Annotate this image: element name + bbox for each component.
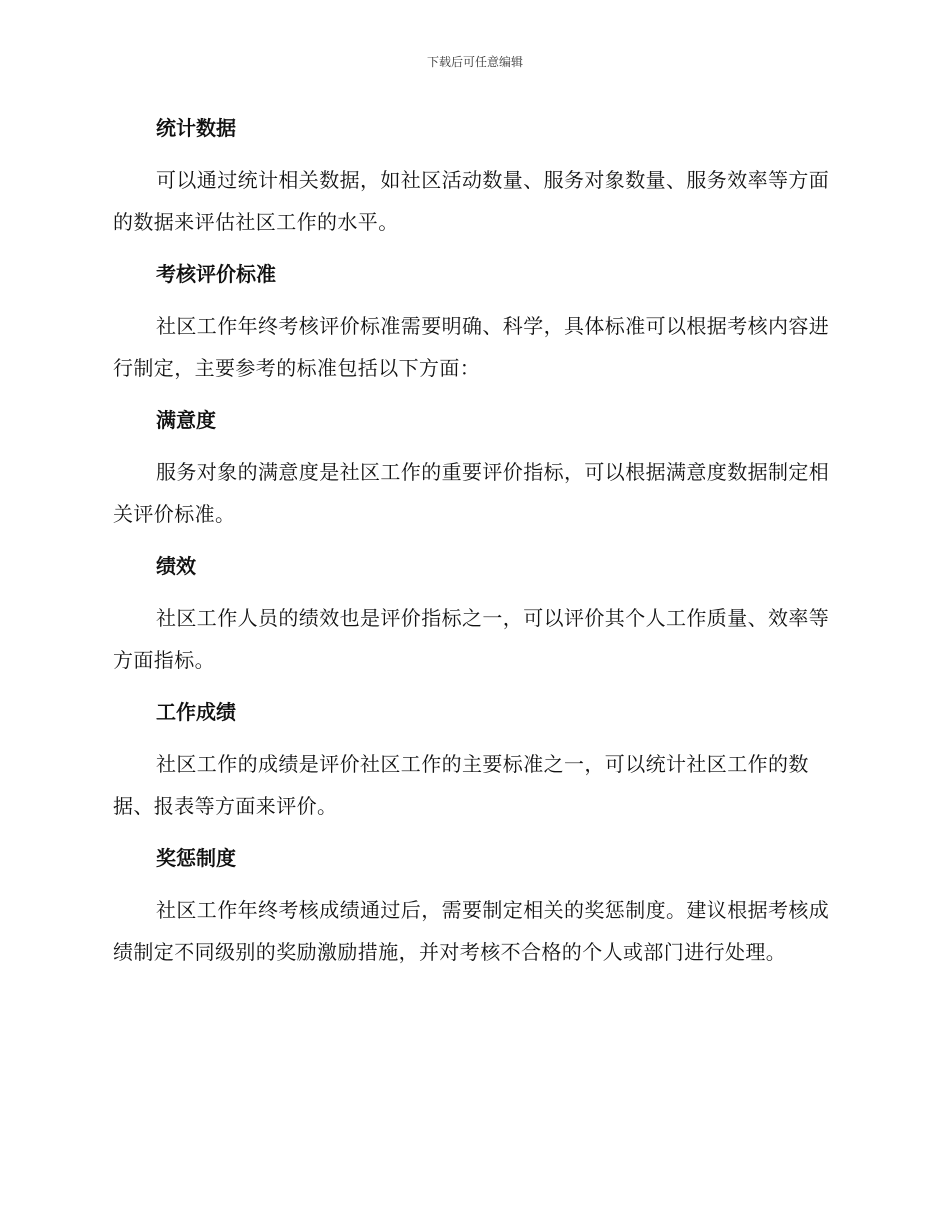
section-body-reward-punishment: 社区工作年终考核成绩通过后，需要制定相关的奖惩制度。建议根据考核成绩制定不同级别的奖励激励措施，并对考核不合格的个人或部门进行处理。 (113, 898, 830, 964)
section-heading-satisfaction: 满意度 (156, 408, 216, 432)
section-body-statistics: 可以通过统计相关数据，如社区活动数量、服务对象数量、服务效率等方面的数据来评估社区工作的水平。 (113, 168, 830, 234)
section-body-achievements: 社区工作的成绩是评价社区工作的主要标准之一，可以统计社区工作的数据、报表等方面来评价。 (113, 752, 809, 818)
section-heading-performance: 绩效 (156, 554, 196, 578)
section-body-satisfaction: 服务对象的满意度是社区工作的重要评价指标，可以根据满意度数据制定相关评价标准。 (113, 460, 830, 526)
section-heading-reward-punishment: 奖惩制度 (156, 846, 236, 870)
page-header: 下载后可任意编辑 (426, 55, 523, 69)
section-body-performance: 社区工作人员的绩效也是评价指标之一，可以评价其个人工作质量、效率等方面指标。 (113, 606, 830, 672)
section-heading-evaluation-standards: 考核评价标准 (156, 262, 276, 286)
document-body (113, 106, 833, 982)
section-heading-achievements: 工作成绩 (156, 700, 236, 724)
section-body-evaluation-standards: 社区工作年终考核评价标准需要明确、科学，具体标准可以根据考核内容进行制定，主要参考的标准包括以下方面： (113, 314, 830, 380)
section-heading-statistics: 统计数据 (156, 116, 236, 140)
